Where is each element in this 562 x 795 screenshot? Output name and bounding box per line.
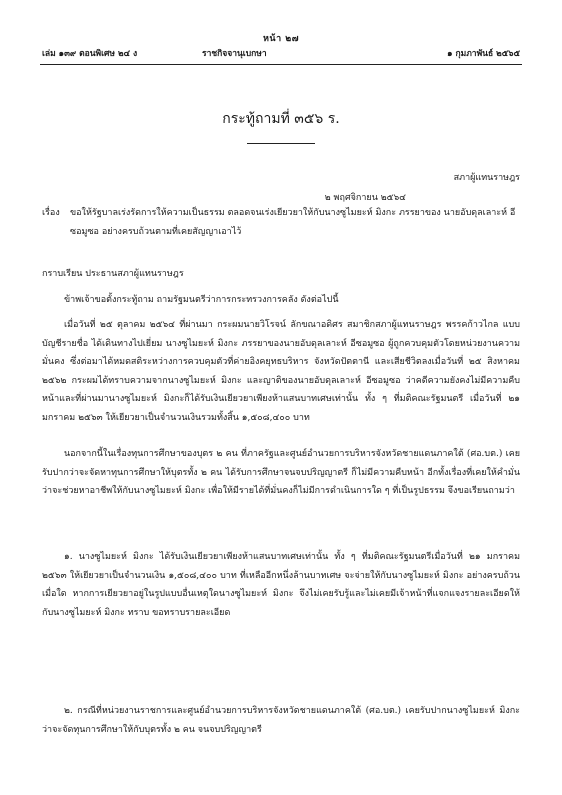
paragraph: นอกจากนี้ในเรื่องทุนการศึกษาของบุตร ๒ คน ที่ภาครัฐและศูนย์อำนวยการบริหารจังหวัดชายแดนภาคใต้ (ศอ.บต.) เคยรับปากว่าจะจัดหาทุนการศึกษาให้บุตรทั้ง ๒ คน ได้รับการศึกษาจนจบปริญญาตรี ก็ไม่มีความคืบหน้า อีกทั้งเรื่องที่เคยให้คำมั่นว่าจะช่วยหาอาชีพให้กับนางซูไมยะห์ มิงกะ เพื่อให้มีรายได้ที่มั่นคงก็ไม่มีการดำเนินการใด ๆ ที่เป็นรูปธรรม จึงขอเรียนถามว่า: [42, 449, 520, 497]
gazette-volume: เล่ม ๑๓๙ ตอนพิเศษ ๒๔ ง: [42, 49, 138, 59]
recipient-org: สภาผู้แทนราษฎร: [453, 173, 520, 183]
letter-date: ๒ พฤศจิกายน ๒๕๖๔: [324, 193, 406, 203]
title-underline: [247, 143, 315, 144]
intro-line: ข้าพเจ้าขอตั้งกระทู้ถาม ถามรัฐมนตรีว่าการกระทรวงการคลัง ดังต่อไปนี้: [64, 295, 339, 305]
paragraph: ๒. กรณีที่หน่วยงานราชการและศูนย์อำนวยการบริหารจังหวัดชายแดนภาคใต้ (ศอ.บต.) เคยรับปากนางซูไมยะห์ มิงกะ ว่าจะจัดทุนการศึกษาให้กับบุตรทั้ง ๒ คน จนจบปริญญาตรี: [42, 706, 520, 735]
gazette-name: ราชกิจจานุเบกษา: [202, 49, 267, 59]
document-title: กระทู้ถามที่ ๓๕๖ ร.: [222, 111, 340, 127]
paragraph: ๑. นางซูไมยะห์ มิงกะ ได้รับเงินเยียวยาเพียงห้าแสนบาทเศษเท่านั้น ทั้ง ๆ ที่มติคณะรัฐมนตรีเมื่อวันที่ ๒๑ มกราคม ๒๕๖๓ ให้เยียวยาเป็นจำนวนเงิน ๑,๕๐๘,๔๐๐ บาท ที่เหลืออีกหนึ่งล้านบาทเศษ จะจ่ายให้กับนางซูไมยะห์ มิงกะ อย่างครบถ้วนเมื่อใด หากการเยียวยาอยู่ในรูปแบบอื่นเหตุใดนางซูไมยะห์ มิงกะ จึงไม่เคยรับรู้และไม่เคยมีเจ้าหน้าที่แจกแจงรายละเอียดให้กับนางซูไมยะห์ มิงกะ ทราบ ขอทราบรายละเอียด: [42, 552, 520, 618]
gazette-date: ๑ กุมภาพันธ์ ๒๕๖๕: [447, 49, 520, 59]
subject-text: ขอให้รัฐบาลเร่งรัดการให้ความเป็นธรรม ตลอดจนเร่งเยียวยาให้กับนางซูไมยะห์ มิงกะ ภรรยาของ นายอับดุลเลาะห์ อีซอมูซอ อย่างครบถ้วนตามที่เคยสัญญาเอาไว้: [70, 208, 516, 237]
paragraph: เมื่อวันที่ ๒๕ ตุลาคม ๒๕๖๔ ที่ผ่านมา กระผมนายวิโรจน์ ลักขณาอดิศร สมาชิกสภาผู้แทนราษฎร พรรคก้าวไกล แบบบัญชีรายชื่อ ได้เดินทางไปเยี่ยม นางซูไมยะห์ มิงกะ ภรรยาของนายอับดุลเลาะห์ อีซอมูซอ ผู้ถูกควบคุมตัวโดยหน่วยงานความมั่นคง ซึ่งต่อมาได้หมดสติระหว่างการควบคุมตัวที่ค่ายอิงคยุทธบริหาร จังหวัดปัตตานี และเสียชีวิตลงเมื่อวันที่ ๒๕ สิงหาคม ๒๕๖๒ กระผมได้ทราบความจากนางซูไมยะห์ มิงกะ และญาติของนายอับดุลเลาะห์ อีซอมูซอ ว่าคดีความยังคงไม่มีความคืบหน้าและที่ผ่านมานางซูไมยะห์ มิงกะก็ได้รับเงินเยียวยาเพียงห้าแสนบาทเศษเท่านั้น ทั้ง ๆ ที่มติคณะรัฐมนตรี เมื่อวันที่ ๒๑ มกราคม ๒๕๖๓ ให้เยียวยาเป็นจำนวนเงินรวมทั้งสิ้น ๑,๕๐๘,๔๐๐ บาท: [42, 320, 520, 423]
header-divider: [40, 64, 522, 65]
page-number: หน้า ๒๗: [263, 34, 299, 44]
subject-label: เรื่อง: [42, 208, 60, 218]
salutation: กราบเรียน ประธานสภาผู้แทนราษฎร: [42, 269, 184, 279]
